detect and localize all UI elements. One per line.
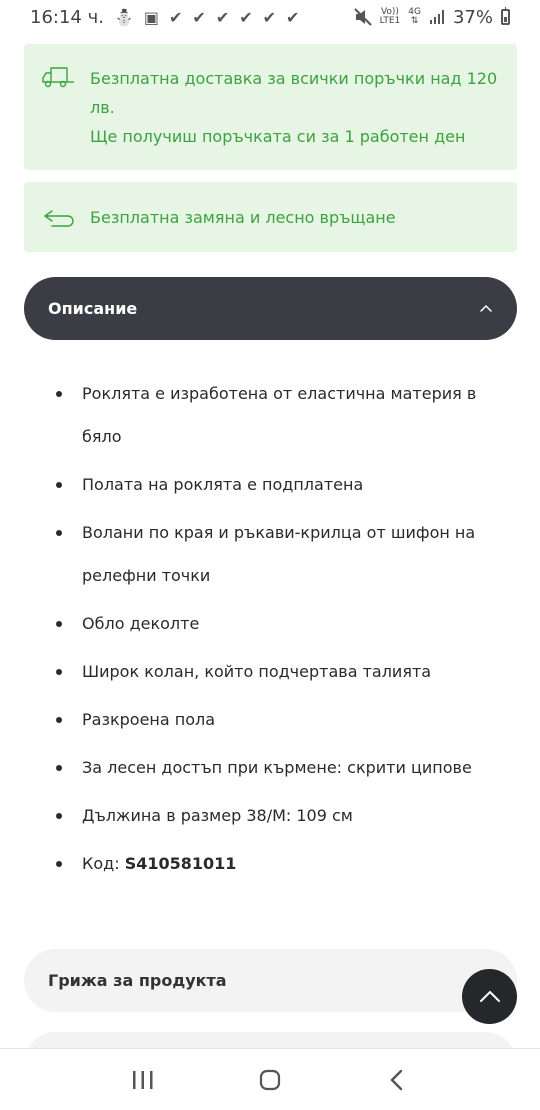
delivery-truck-icon [42,66,76,90]
status-bar-right [354,7,510,28]
list-item: Дължина в размер 38/M: 109 см [52,794,492,837]
battery-icon [501,9,510,25]
free-return-banner [24,182,517,252]
description-accordion-header[interactable] [24,277,517,340]
status-bar-left [30,7,299,28]
return-text: Безплатна замяна и лесно връщане [90,207,396,227]
description-title: Описание [48,299,138,318]
check-download-icon: ✔ [192,7,206,27]
mute-icon [354,8,372,26]
list-item-code [52,842,492,885]
check-download-icon: ✔ [262,7,277,27]
product-care-accordion[interactable] [24,949,517,1012]
check-download-icon: ✔ [169,7,183,27]
description-list [52,372,492,885]
check-download-icon: ✔ [239,7,253,27]
recent-apps-button[interactable] [113,1060,173,1100]
system-navigation-bar [0,1048,540,1110]
list-item: Разкроена пола [52,698,492,741]
check-download-icon: ✔ [215,7,230,27]
delivery-text [90,64,517,151]
home-icon [258,1068,282,1092]
battery-percent: 37% [452,6,493,28]
list-item: Полата на роклята е подплатена [52,463,492,506]
return-arrow-icon [42,205,76,229]
list-item: Обло деколте [52,602,492,645]
status-bar [0,0,540,34]
back-button[interactable] [367,1060,427,1100]
product-code: S410581011 [124,854,237,873]
list-item: За лесен достъп при кърмене: скрити ципове [52,746,492,789]
data-type-indicator: 4G ⇅ [408,7,421,26]
list-item: Роклята е изработена от еластична материя в бяло [52,372,492,458]
chevron-up-icon [479,302,493,316]
scroll-to-top-button[interactable] [462,969,517,1024]
list-item: Волани по края и ръкави-крилца от шифон на релефни точки [52,511,492,597]
volte-indicator: Vo)) LTE1 [379,7,401,26]
home-button[interactable] [240,1060,300,1100]
delivery-line-2: Ще получиш поръчката си за 1 работен ден [90,127,466,146]
list-item: Широк колан, който подчертава талията [52,650,492,693]
code-label: Код: [82,854,125,873]
description-content [52,372,492,890]
status-time: 16:14 ч. [30,6,104,28]
recent-apps-icon [131,1069,155,1091]
back-icon [387,1068,407,1092]
delivery-line-1: Безплатна доставка за всички поръчки над 120 лв. [90,69,498,117]
gallery-icon: ▣ [143,7,159,27]
product-care-title: Грижа за продукта [48,971,227,990]
chevron-up-icon [478,985,502,1009]
check-download-icon: ✔ [286,7,300,27]
signal-icon [429,9,445,25]
notification-icon: ⛄ [113,7,134,27]
free-delivery-banner [24,44,517,170]
